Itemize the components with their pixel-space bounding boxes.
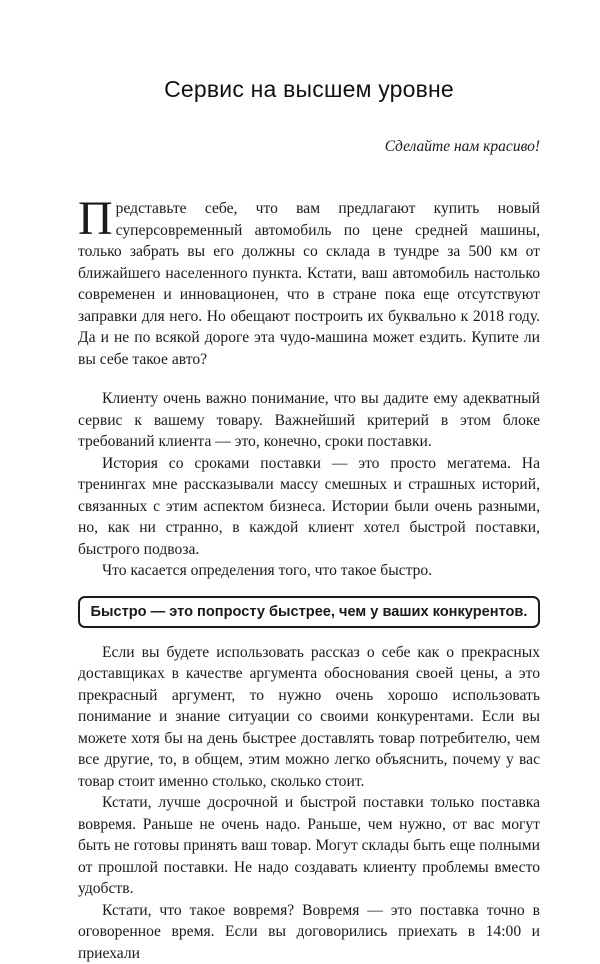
book-page [78,0,540,964]
intro-text: редставьте себе, что вам предлагают купить новый суперсовременный автомобиль по цене средней машины, только забрать вы его должны со склада в тундре за 500 км от ближайшего населенного пункта. Кстати, ваш автомобиль настолько современен и инновационен, что в стране пока еще отсутствуют заправки для него. Но обещают построить их буквально к 2018 году. Да и не по всякой дороге эта чудо-машина может ездить. Купите ли вы себе такое авто? [78,200,540,368]
epigraph: Сделайте нам красиво! [78,138,540,156]
intro-paragraph [78,198,540,370]
body-paragraph: История со сроками поставки — это просто мегатема. На тренингах мне рассказывали массу смешных и страшных историй, связанных с этим аспектом бизнеса. Истории были очень разными, но, как ни странно, в каждой клиент хотел быстрой поставки, быстрого подвоза. [78,453,540,561]
chapter-title: Сервис на высшем уровне [78,76,540,103]
body-paragraph: Клиенту очень важно понимание, что вы дадите ему адекватный сервис к вашему товару. Важнейший критерий в этом блоке требований клиента — это, конечно, сроки поставки. [78,388,540,453]
drop-cap: П [78,200,113,238]
body-paragraph: Что касается определения того, что такое быстро. [78,560,540,582]
highlight-box: Быстро — это попросту быстрее, чем у ваших конкурентов. [78,596,540,628]
body-paragraph: Кстати, лучше досрочной и быстрой поставки только поставка вовремя. Раньше не очень надо. Раньше, чем нужно, от вас могут быть не готовы принять ваш товар. Могут склады быть еще полными от прошлой поставки. Не надо создавать клиенту проблемы вместо удобств. [78,792,540,900]
body-paragraph: Кстати, что такое вовремя? Вовремя — это поставка точно в оговоренное время. Если вы договорились приехать в 14:00 и приехали [78,900,540,964]
body-paragraph: Если вы будете использовать рассказ о себе как о прекрасных доставщиках в качестве аргумента обоснования своей цены, а это прекрасный аргумент, то нужно очень хорошо использовать понимание и знание ситуации со своими конкурентами. Если вы можете хотя бы на день быстрее доставлять товар потребителю, чем все другие, то, в общем, этим можно легко объяснить, почему у вас товар стоит именно столько, сколько стоит. [78,642,540,793]
